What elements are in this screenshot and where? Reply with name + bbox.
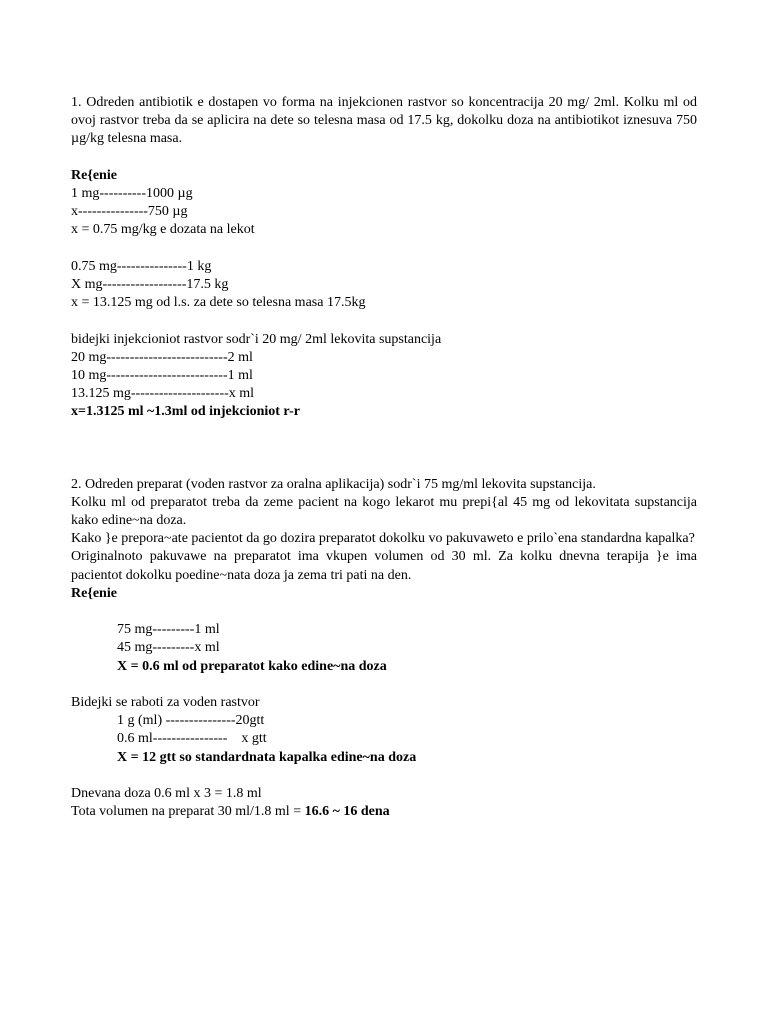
- problem1-line: x = 0.75 mg/kg e dozata na lekot: [71, 222, 255, 238]
- problem2-total-result: 16.6 ~ 16 dena: [304, 804, 390, 820]
- document-page: [71, 94, 701, 821]
- problem2-total-line: [71, 803, 697, 821]
- problem2-line: 1 g (ml) ---------------20gtt: [117, 713, 265, 729]
- problem2-statement-2: Kolku ml od preparatot treba da zeme pacient na kogo lekarot mu prepi{al 45 mg od lekovitata supstancija kako edine~na doza.: [71, 494, 701, 529]
- problem2-result-b: X = 12 gtt so standardnata kapalka edine~na doza: [117, 749, 417, 765]
- problem1-line: 10 mg--------------------------1 ml: [71, 368, 253, 383]
- problem1-line: 0.75 mg---------------1 kg: [71, 258, 212, 274]
- problem2-statement-1: 2. Odreden preparat (voden rastvor za oralna aplikacija) sodr`i 75 mg/ml lekovita supstancija.: [71, 476, 596, 492]
- problem2-result-a: X = 0.6 ml od preparatot kako edine~na doza: [117, 658, 387, 674]
- problem1-line: 20 mg--------------------------2 ml: [71, 349, 253, 365]
- problem2-line: 75 mg---------1 ml: [117, 622, 220, 638]
- problem1-line: x---------------750 µg: [71, 204, 188, 220]
- problem2-intro-b: Bidejki se raboti za voden rastvor: [71, 695, 260, 711]
- problem2-statement-3: Kako }e prepora~ate pacientot da go dozira preparatot dokolku vo pakuvaweto e prilo`ena standardna kapalka?: [71, 531, 695, 547]
- problem1-solution-heading: Re{enie: [71, 167, 117, 183]
- problem2-daily-dose: Dnevana doza 0.6 ml x 3 = 1.8 ml: [71, 786, 262, 802]
- problem2-line: 0.6 ml---------------- x gtt: [117, 731, 267, 747]
- problem1-statement: 1. Odreden antibiotik e dostapen vo forma na injekcionen rastvor so koncentracija 20 mg/ 2ml. Kolku ml od ovoj rastvor treba da se aplicira na dete so telesna masa od 17.5 kg, dokolku doza na antibiotikot iznesuva 750 µg/kg telesna masa.: [71, 95, 701, 147]
- problem2-solution-heading: Re{enie: [71, 585, 117, 601]
- problem1-line: 13.125 mg---------------------x ml: [71, 386, 255, 402]
- problem2-total-prefix: Tota volumen na preparat 30 ml/1.8 ml =: [71, 804, 305, 820]
- problem1-line: X mg------------------17.5 kg: [71, 277, 229, 292]
- problem1-line: x = 13.125 mg od l.s. za dete so telesna masa 17.5kg: [71, 295, 366, 311]
- problem2-statement-4: Originalnoto pakuvawe na preparatot ima vkupen volumen od 30 ml. Za kolku dnevna terapija }e ima pacientot dokolku poedine~nata doza ja zema tri pati na den.: [71, 549, 701, 583]
- problem1-result: x=1.3125 ml ~1.3ml od injekcioniot r-r: [71, 404, 300, 420]
- problem1-line: 1 mg----------1000 µg: [71, 186, 193, 201]
- problem1-line: bidejki injekcioniot rastvor sodr`i 20 mg/ 2ml lekovita supstancija: [71, 331, 442, 347]
- problem2-line: 45 mg---------x ml: [117, 640, 220, 656]
